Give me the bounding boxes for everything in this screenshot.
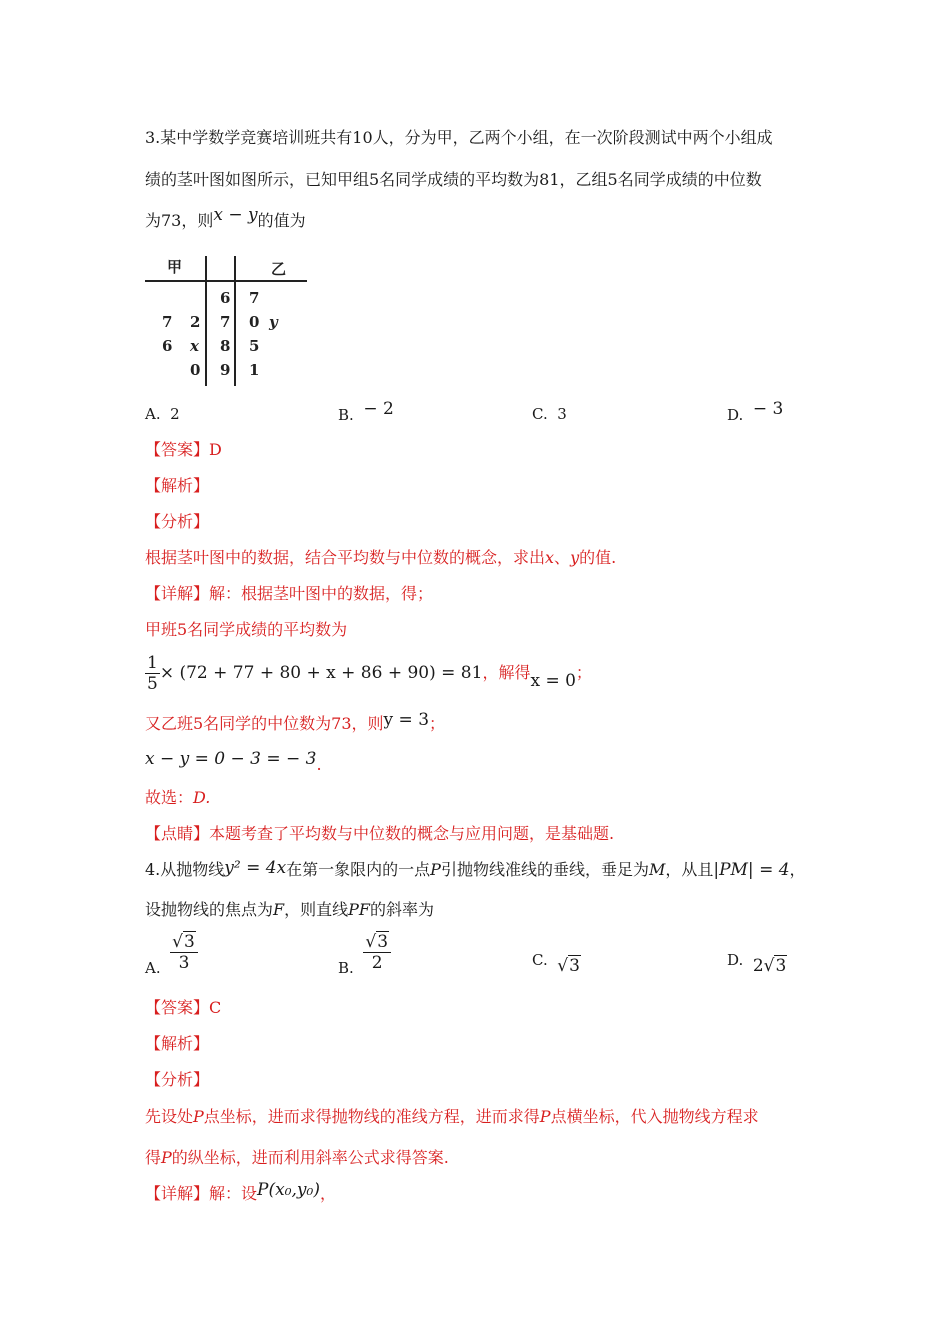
q4-option-b: B. $\frac{√3}{2}$ <box>338 932 391 973</box>
fraction-one-fifth: $\frac{1}{5}$ <box>147 653 158 694</box>
stem-leaf-plot <box>145 252 307 388</box>
q3-answer: 【答案】D <box>145 440 222 459</box>
q3-detail: 【详解】解：根据茎叶图中的数据，得； <box>145 584 434 603</box>
leaf-right-7-2: y <box>269 313 278 331</box>
stem-9: 9 <box>220 361 231 379</box>
q3-fenxi-text: 根据茎叶图中的数据，结合平均数与中位数的概念，求出x、y的值. <box>145 548 617 567</box>
q4-option-d: D. 2√3 <box>727 951 787 976</box>
stem-6: 6 <box>220 289 231 307</box>
q3-jiexi-heading: 【解析】 <box>145 476 210 495</box>
q3-option-b: B. − 2 <box>338 399 394 424</box>
q3-choose: 故选：D. <box>145 788 211 807</box>
q4-detail: 【详解】解：设P(x₀,y₀)， <box>145 1180 336 1203</box>
stem-header-right: 乙 <box>271 260 287 278</box>
q4-fenxi-line-2: 得P的纵坐标，进而利用斜率公式求得答案. <box>145 1148 449 1167</box>
leaf-right-8-1: 5 <box>249 337 260 355</box>
q4-line-1: 4.从抛物线y² = 4x在第一象限内的一点P引抛物线准线的垂线，垂足为M，从且|PM| = 4， <box>145 858 806 880</box>
q3-average-line: 甲班5名同学成绩的平均数为 <box>145 620 348 639</box>
q3-fenxi-heading: 【分析】 <box>145 512 210 531</box>
q3-equation-2: x − y = 0 − 3 = − 3. <box>145 749 322 774</box>
q3-dianjing: 【点睛】本题考查了平均数与中位数的概念与应用问题，是基础题. <box>145 824 615 843</box>
q3-option-d: D. − 3 <box>727 399 784 424</box>
leaf-left-7-2: 2 <box>190 313 201 331</box>
leaf-left-8-1: 6 <box>162 337 173 355</box>
q3-median-line: 又乙班5名同学的中位数为73，则y = 3； <box>145 710 446 733</box>
q4-answer: 【答案】C <box>145 998 222 1017</box>
q3-line-2: 绩的茎叶图如图所示，已知甲组5名同学成绩的平均数为81，乙组5名同学成绩的中位数 <box>145 170 762 189</box>
stem-8: 8 <box>220 337 231 355</box>
leaf-left-9-1: 0 <box>190 361 201 379</box>
q4-option-a: A. $\frac{√3}{3}$ <box>145 932 198 973</box>
q4-jiexi-heading: 【解析】 <box>145 1034 210 1053</box>
q3-line-3: 为73，则x − y的值为 <box>145 205 306 230</box>
q3-equation-1: $\frac{1}{5}$ × (72 + 77 + 80 + x + 86 + 90) = 81，解得x = 0； <box>147 653 592 694</box>
q3-option-c: C. 3 <box>532 405 567 423</box>
q3-line-1: 3.某中学数学竞赛培训班共有10人，分为甲，乙两个小组，在一次阶段测试中两个小组成 <box>145 128 773 147</box>
leaf-right-9-1: 1 <box>249 361 260 379</box>
leaf-left-7-1: 7 <box>162 313 173 331</box>
leaf-right-6-1: 7 <box>249 289 260 307</box>
stem-left-divider <box>205 256 207 386</box>
stem-header-left: 甲 <box>167 258 183 276</box>
stem-7: 7 <box>220 313 231 331</box>
q4-option-c: C. √3 <box>532 951 580 976</box>
q3-option-a: A. 2 <box>145 405 180 423</box>
leaf-left-8-2: x <box>190 337 199 355</box>
leaf-right-7-1: 0 <box>249 313 260 331</box>
q4-line-2: 设抛物线的焦点为F，则直线PF的斜率为 <box>145 900 435 919</box>
q4-fenxi-line-1: 先设处P点坐标，进而求得抛物线的准线方程，进而求得P点横坐标，代入抛物线方程求 <box>145 1107 759 1126</box>
q4-fenxi-heading: 【分析】 <box>145 1070 210 1089</box>
q3-expression: x − y <box>213 205 258 225</box>
stem-header-rule <box>145 280 307 282</box>
stem-right-divider <box>234 256 236 386</box>
